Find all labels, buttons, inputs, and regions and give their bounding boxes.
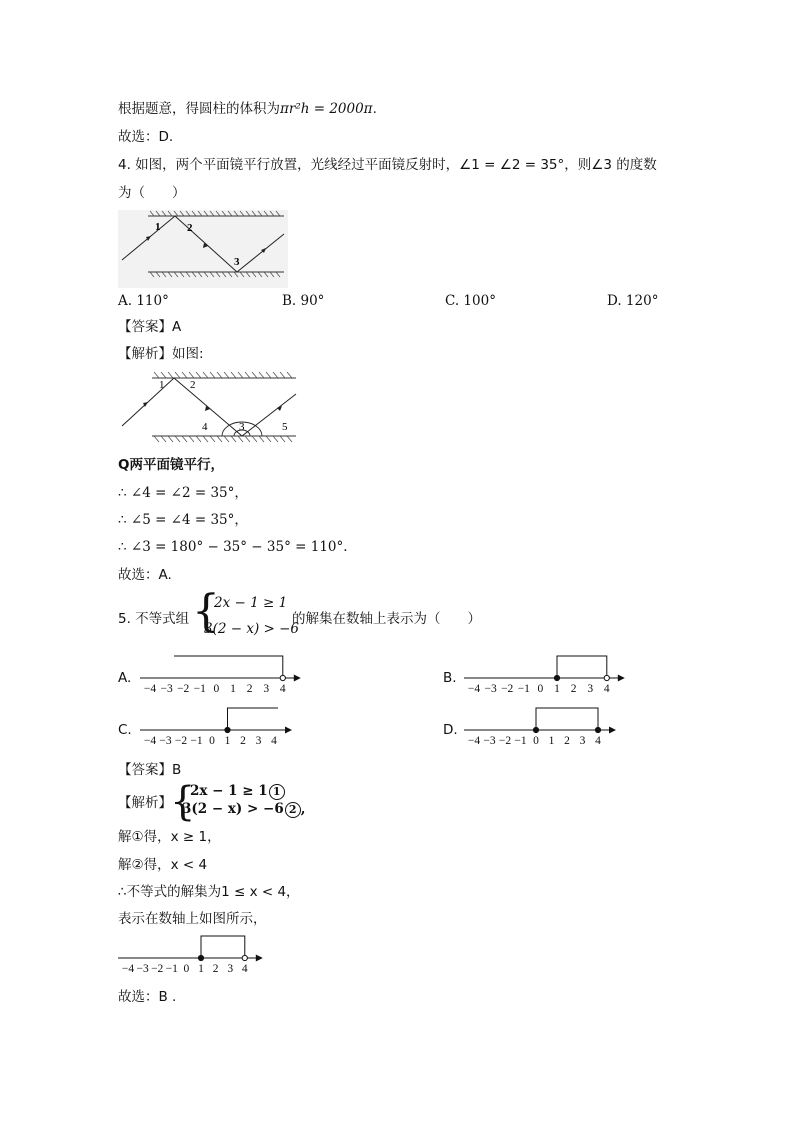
q5-step-1: 解①得，x ≥ 1，: [118, 829, 221, 845]
closed-point: [225, 727, 230, 732]
prev-volume-text: 根据题意，得圆柱的体积为: [118, 101, 280, 117]
open-point: [604, 675, 609, 680]
q5-system-line-1: [190, 782, 285, 800]
tick-label: 2: [570, 683, 577, 695]
closed-point: [554, 675, 559, 680]
open-point: [242, 955, 247, 960]
q4-analysis-figure: [118, 368, 300, 448]
q5-option-d-numberline: [464, 700, 624, 748]
q4-answer: 【答案】A: [118, 319, 182, 335]
tick-label: 1: [224, 735, 231, 747]
tick-label: −2: [174, 735, 188, 747]
tick-label: −4: [143, 735, 157, 747]
q5-step-3: ∴不等式的解集为1 ≤ x < 4，: [118, 884, 300, 900]
q5-option-a-label: A.: [118, 670, 132, 686]
tick-label: 0: [213, 683, 220, 695]
tick-label: 1: [230, 683, 236, 695]
q5-option-c-numberline: [140, 700, 296, 748]
q4-fig2-label-1: 1: [159, 379, 165, 391]
q4-fig2-label-3: 3: [239, 421, 245, 433]
q4-option-c: C. 100°: [445, 293, 496, 309]
q4-fig2-label-2: 2: [190, 379, 196, 391]
axis-arrow-icon: [618, 675, 625, 682]
tick-label: 3: [255, 735, 262, 747]
axis-arrow-icon: [256, 955, 263, 962]
tick-label: 4: [279, 683, 286, 695]
prev-volume-end: .: [372, 101, 377, 117]
q4-conclusion: 故选：A.: [118, 567, 172, 583]
solution-range: [174, 656, 283, 678]
closed-point: [595, 727, 600, 732]
tick-label: −1: [190, 735, 203, 747]
q5-system-line-2: [182, 800, 305, 818]
q4-fig1-label-1: 1: [155, 221, 161, 233]
tick-label: −1: [517, 683, 530, 695]
q4-fig1-label-2: 2: [187, 222, 193, 234]
tick-label: 3: [227, 963, 234, 975]
tick-label: −2: [501, 683, 514, 695]
open-point: [280, 675, 285, 680]
tick-label: −3: [159, 735, 172, 747]
q4-analysis-head: 【解析】如图:: [118, 346, 204, 362]
q5-ineq-1: 2x − 1 ≥ 1: [214, 595, 288, 611]
q5-conclusion: 故选：B .: [118, 989, 177, 1005]
tick-label: −4: [467, 683, 481, 695]
q4-option-d: D. 120°: [607, 293, 659, 309]
q5-ineq-2: 3(2 − x) > −6: [204, 621, 300, 637]
tick-label: 1: [198, 963, 204, 975]
tick-label: 4: [271, 735, 277, 747]
q4-step-2: ∴ ∠4 = ∠2 = 35°，: [118, 485, 248, 501]
prev-volume-formula: πr²h = 2000π: [280, 101, 373, 117]
tick-label: −3: [136, 963, 149, 975]
tick-label: −4: [143, 683, 157, 695]
q4-fig2-label-5: 5: [282, 421, 288, 433]
tick-label: 2: [212, 963, 219, 975]
q4-step-4: ∴ ∠3 = 180° − 35° − 35° = 110°.: [118, 539, 348, 555]
q5-option-d-label: D.: [443, 722, 458, 738]
q5-stem-brace-icon: {: [192, 586, 220, 637]
tick-label: −2: [498, 735, 512, 747]
tick-label: 3: [263, 683, 270, 695]
q5-sys1-text: 2x − 1 ≥ 1: [190, 783, 268, 799]
tick-label: 4: [595, 735, 601, 747]
tick-label: −1: [165, 963, 178, 975]
q5-option-b-label: B.: [443, 670, 457, 686]
solution-range: [536, 708, 598, 730]
prev-volume-line: [118, 100, 377, 118]
q5-stem-suffix: 的解集在数轴上表示为（ ）: [292, 611, 481, 627]
tick-label: 2: [246, 683, 253, 695]
tick-label: −2: [151, 963, 164, 975]
q4-stem-line2: 为（ ）: [118, 185, 186, 201]
solution-range: [557, 656, 607, 678]
solution-range: [201, 936, 245, 958]
tick-label: 0: [209, 735, 215, 747]
q4-option-b: B. 90°: [282, 293, 325, 309]
q5-step-4: 表示在数轴上如图所示，: [118, 911, 267, 927]
q5-stem-prefix: 5. 不等式组: [118, 611, 190, 627]
tick-label: −3: [160, 683, 173, 695]
tick-label: 4: [603, 683, 610, 695]
q5-option-c-label: C.: [118, 722, 132, 738]
tick-label: 2: [564, 735, 570, 747]
closed-point: [533, 727, 538, 732]
q5-answer: 【答案】B: [118, 762, 182, 778]
axis-arrow-icon: [285, 727, 292, 734]
prev-answer: 故选：D.: [118, 129, 174, 145]
tick-label: −1: [514, 735, 527, 747]
q4-option-a: A. 110°: [118, 293, 169, 309]
tick-label: −3: [483, 735, 496, 747]
q5-step-2: 解②得，x < 4: [118, 857, 208, 873]
tick-label: 1: [554, 683, 560, 695]
tick-label: 1: [548, 735, 555, 747]
q5-option-a-numberline: [140, 648, 302, 696]
q5-option-b-numberline: [464, 648, 628, 696]
axis-arrow-icon: [294, 675, 301, 682]
q5-analysis-prefix: 【解析】: [118, 795, 172, 811]
q5-sys1-mark: 1: [269, 784, 285, 800]
closed-point: [198, 955, 203, 960]
tick-label: 0: [537, 683, 544, 695]
tick-label: −4: [121, 963, 135, 975]
q4-fig1-label-3: 3: [234, 256, 240, 268]
q5-sys-end: ,: [300, 801, 306, 817]
tick-label: −2: [177, 683, 190, 695]
solution-range: [228, 708, 279, 730]
q5-system-brace-icon: {: [170, 779, 196, 825]
tick-label: 3: [579, 735, 586, 747]
q4-step-1: Q两平面镜平行，: [118, 457, 224, 473]
q4-stem-line1: 4. 如图，两个平面镜平行放置，光线经过平面镜反射时，∠1 = ∠2 = 35°，则∠3 的度数: [118, 157, 657, 173]
axis-arrow-icon: [609, 727, 616, 734]
q4-step-3: ∴ ∠5 = ∠4 = 35°，: [118, 512, 248, 528]
tick-label: −4: [467, 735, 481, 747]
q4-fig2-label-4: 4: [202, 421, 208, 433]
q5-sys2-text: 3(2 − x) > −6: [182, 801, 284, 817]
q5-solution-numberline: [118, 928, 268, 976]
tick-label: 2: [240, 735, 246, 747]
tick-label: 4: [241, 963, 248, 975]
tick-label: 0: [533, 735, 539, 747]
q4-mirror-figure: [118, 210, 288, 288]
tick-label: 0: [183, 963, 190, 975]
q5-sys2-mark: 2: [285, 802, 301, 818]
tick-label: −1: [193, 683, 206, 695]
tick-label: −3: [484, 683, 497, 695]
tick-label: 3: [587, 683, 594, 695]
